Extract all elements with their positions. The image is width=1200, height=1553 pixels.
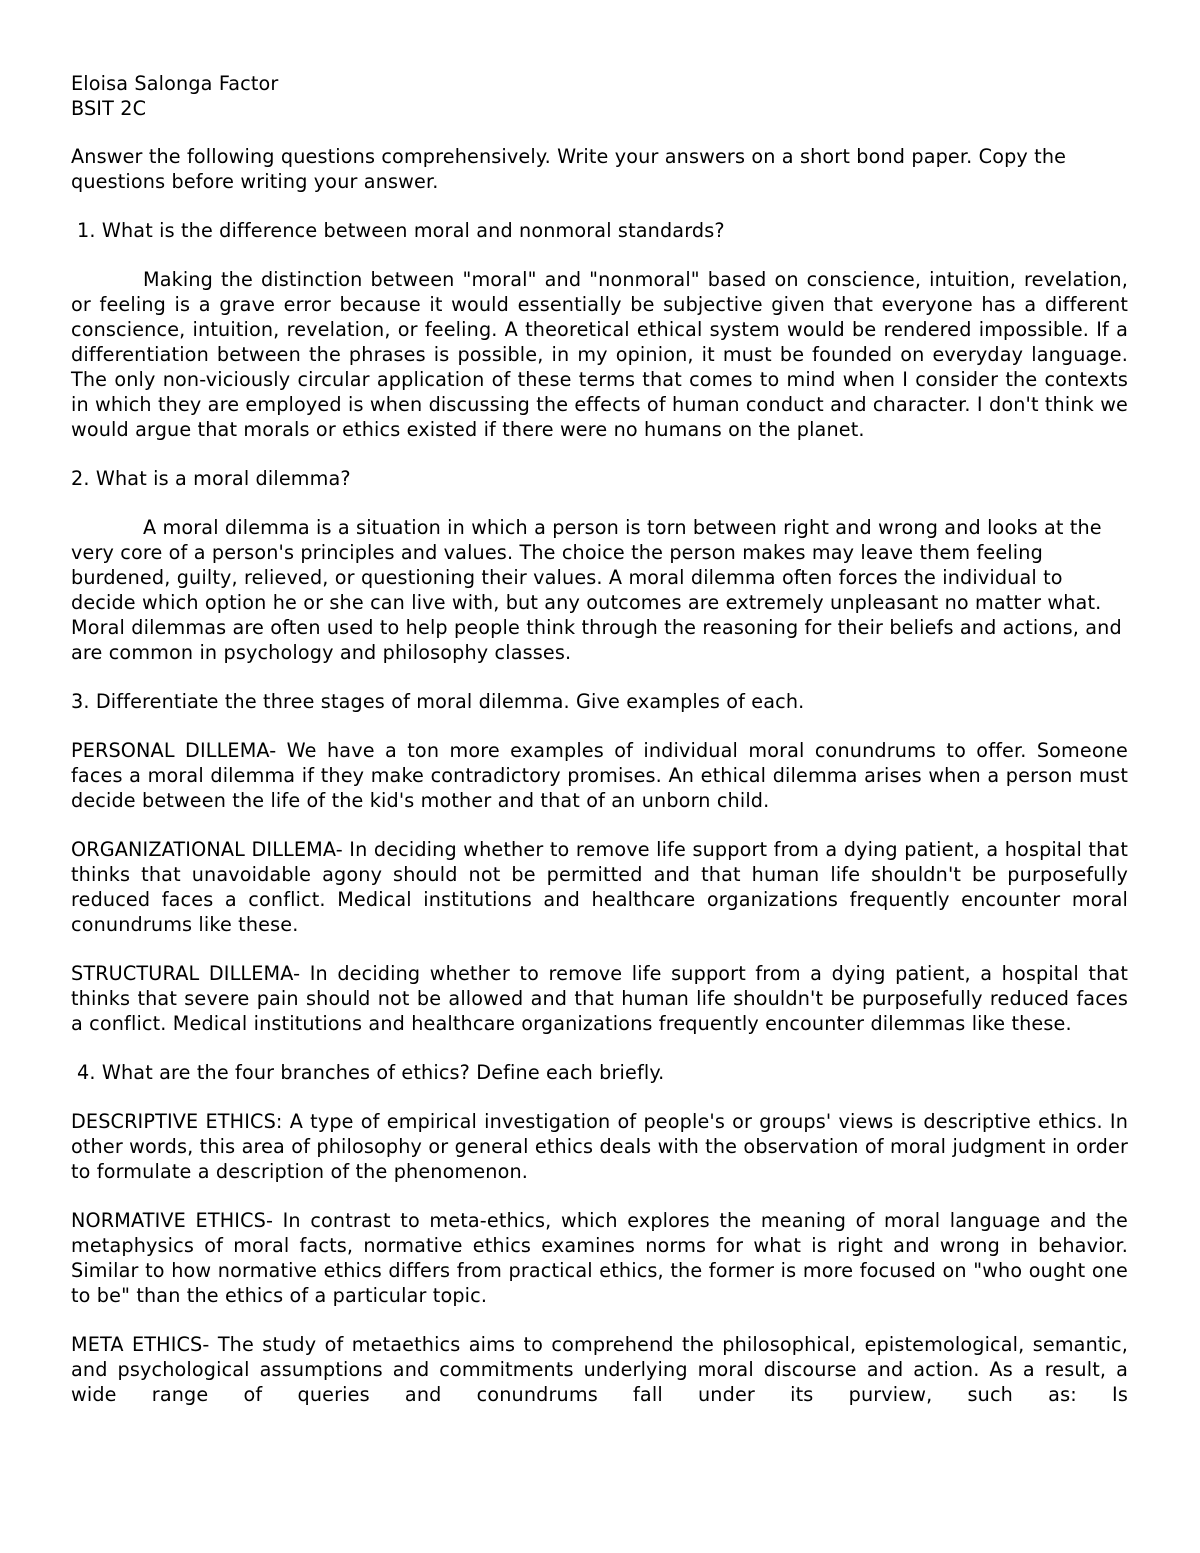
personal-dilemma: PERSONAL DILLEMA- We have a ton more examples of individual moral conundrums to offer. Someone faces a moral dilemma if they make contradictory promises. An ethical dilemma arises when a person must decide between the life of the kid's mother and that of an unborn child. [71,739,1128,812]
student-name: Eloisa Salonga Factor [71,72,279,95]
question-1: 1. What is the difference between moral and nonmoral standards? [77,219,725,242]
answer-1: Making the distinction between "moral" and "nonmoral" based on conscience, intuition, revelation, or feeling is a grave error because it would essentially be subjective given that everyone has a different conscience, intuition, revelation, or feeling. A theoretical ethical system would be rendered impossible. If a differentiation between the phrases is possible, in my opinion, it must be founded on everyday language. The only non-viciously circular application of these terms that comes to mind when I consider the contexts in which they are employed is when discussing the effects of human conduct and character. I don't think we would argue that morals or ethics existed if there were no humans on the planet. [71,268,1128,441]
normative-ethics: NORMATIVE ETHICS- In contrast to meta-ethics, which explores the meaning of moral language and the metaphysics of moral facts, normative ethics examines norms for what is right and wrong in behavior. Similar to how normative ethics differs from practical ethics, the former is more focused on "who ought one to be" than the ethics of a particular topic. [71,1209,1128,1307]
instructions: Answer the following questions comprehensively. Write your answers on a short bond paper. Copy the questions before writing your answer. [71,145,1067,193]
question-3: 3. Differentiate the three stages of moral dilemma. Give examples of each. [71,690,805,713]
answer-2: A moral dilemma is a situation in which a person is torn between right and wrong and looks at the very core of a person's principles and values. The choice the person makes may leave them feeling burdened, guilty, relieved, or questioning their values. A moral dilemma often forces the individual to decide which option he or she can live with, but any outcomes are extremely unpleasant no matter what. Moral dilemmas are often used to help people think through the reasoning for their beliefs and actions, and are common in psychology and philosophy classes. [71,516,1122,664]
question-4: 4. What are the four branches of ethics? Define each briefly. [77,1061,665,1084]
structural-dilemma: STRUCTURAL DILLEMA- In deciding whether to remove life support from a dying patient, a hospital that thinks that severe pain should not be allowed and that human life shouldn't be purposefully reduced faces a conflict. Medical institutions and healthcare organizations frequently encounter dilemmas like these. [71,962,1128,1035]
meta-ethics: META ETHICS- The study of metaethics aims to comprehend the philosophical, epistemological, semantic, and psychological assumptions and commitments underlying moral discourse and action. As a result, a wide range of queries and conundrums fall under its purview, such as: Is [71,1333,1128,1406]
descriptive-ethics: DESCRIPTIVE ETHICS: A type of empirical investigation of people's or groups' views is descriptive ethics. In other words, this area of philosophy or general ethics deals with the observation of moral judgment in order to formulate a description of the phenomenon. [71,1110,1128,1183]
organizational-dilemma: ORGANIZATIONAL DILLEMA- In deciding whether to remove life support from a dying patient, a hospital that thinks that unavoidable agony should not be permitted and that human life shouldn't be purposefully reduced faces a conflict. Medical institutions and healthcare organizations frequently encounter moral conundrums like these. [71,838,1128,936]
question-2: 2. What is a moral dilemma? [71,467,351,490]
student-section: BSIT 2C [71,97,147,120]
